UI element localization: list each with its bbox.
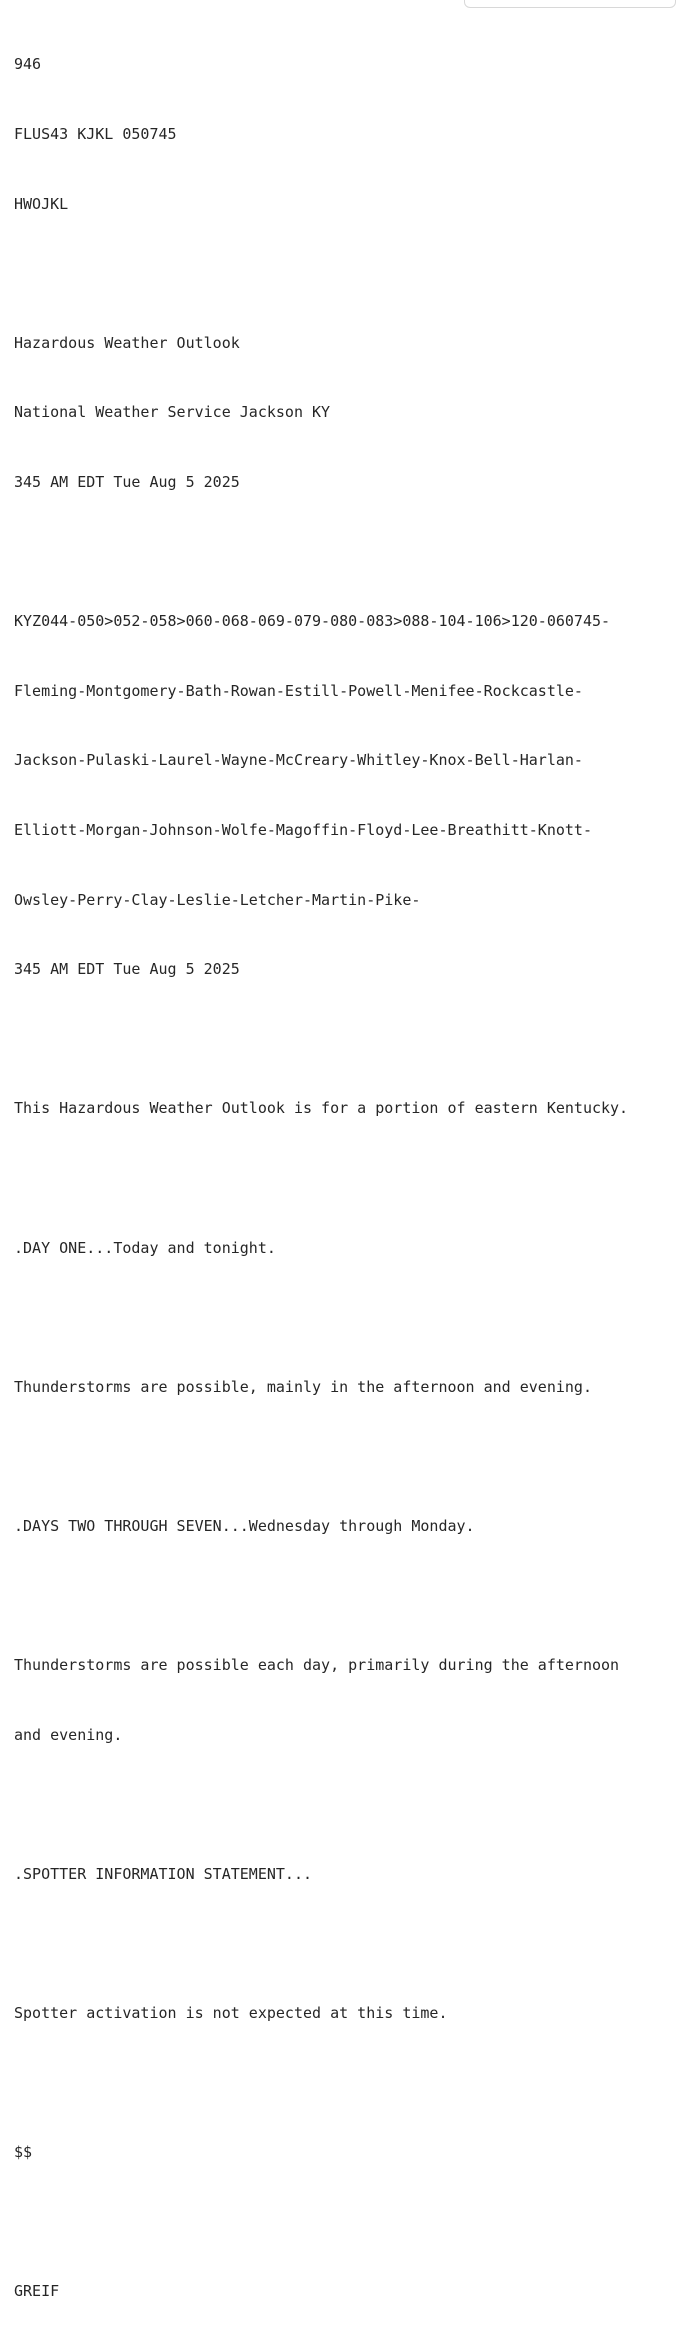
day-one-text: Thunderstorms are possible, mainly in the afternoon and evening. [14, 1377, 592, 1396]
blank-line [14, 1445, 660, 1468]
blank-line [14, 2211, 660, 2234]
county-list-line: Jackson-Pulaski-Laurel-Wayne-McCreary-Whitley-Knox-Bell-Harlan- [14, 751, 583, 770]
spotter-text: Spotter activation is not expected at this time. [14, 2004, 448, 2023]
county-list-line: Fleming-Montgomery-Bath-Rowan-Estill-Powell-Menifee-Rockcastle- [14, 681, 583, 700]
product-title: Hazardous Weather Outlook [14, 333, 240, 352]
spotter-heading: .SPOTTER INFORMATION STATEMENT... [14, 1864, 313, 1883]
blank-line [14, 1167, 660, 1190]
county-list-line: Elliott-Morgan-Johnson-Wolfe-Magoffin-Floyd-Lee-Breathitt-Knott- [14, 820, 592, 839]
issuing-office: National Weather Service Jackson KY [14, 403, 331, 422]
day-one-heading: .DAY ONE...Today and tonight. [14, 1238, 276, 1257]
ugc-codes: KYZ044-050>052-058>060-068-069-079-080-083>088-104-106>120-060745- [14, 612, 611, 631]
weather-bulletin [14, 7, 660, 2327]
blank-line [14, 1028, 660, 1051]
days-two-seven-text: and evening. [14, 1725, 123, 1744]
days-two-seven-text: Thunderstorms are possible each day, primarily during the afternoon [14, 1656, 620, 1675]
blank-line [14, 1793, 660, 1816]
blank-line [14, 262, 660, 285]
issue-time: 345 AM EDT Tue Aug 5 2025 [14, 472, 240, 491]
blank-line [14, 2072, 660, 2095]
days-two-seven-heading: .DAYS TWO THROUGH SEVEN...Wednesday through Monday. [14, 1516, 475, 1535]
awips-id: HWOJKL [14, 194, 69, 213]
blank-line [14, 1932, 660, 1955]
county-list-line: Owsley-Perry-Clay-Leslie-Letcher-Martin-Pike- [14, 890, 421, 909]
sequence-number: 946 [14, 55, 42, 74]
product-terminator: $$ [14, 2143, 33, 2162]
segment-issue-time: 345 AM EDT Tue Aug 5 2025 [14, 960, 240, 979]
wmo-header: FLUS43 KJKL 050745 [14, 125, 177, 143]
blank-line [14, 1584, 660, 1607]
intro-text: This Hazardous Weather Outlook is for a portion of eastern Kentucky. [14, 1099, 629, 1118]
blank-line [14, 541, 660, 564]
blank-line [14, 1306, 660, 1329]
forecaster-name: GREIF [14, 2282, 60, 2301]
